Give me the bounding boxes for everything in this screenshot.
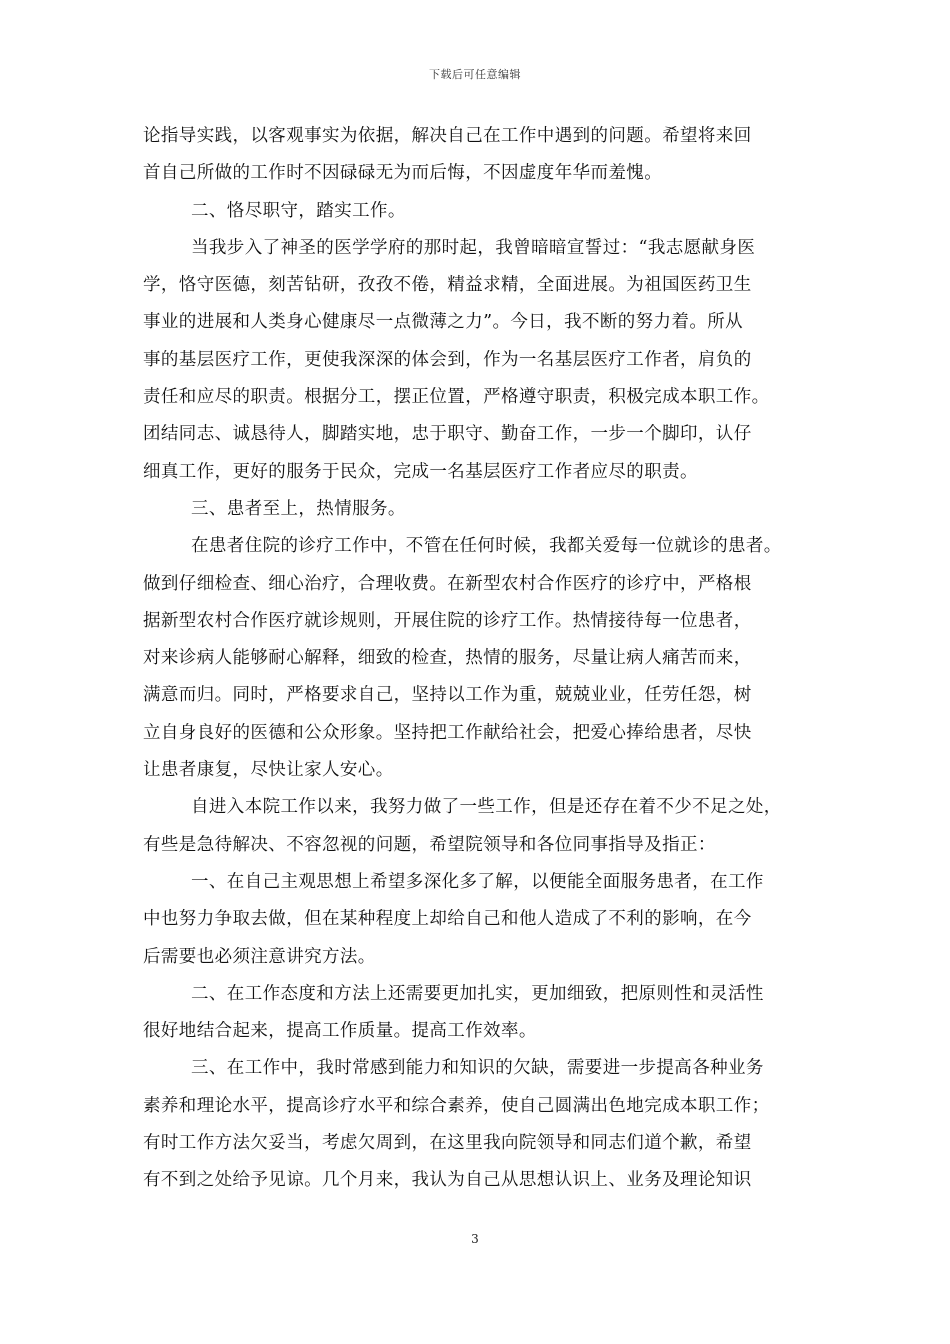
text-line: 细真工作，更好的服务于民众，完成一名基层医疗工作者应尽的职责。: [143, 461, 698, 482]
text-line: 立自身良好的医德和公众形象。坚持把工作献给社会，把爱心捧给患者，尽快: [143, 722, 752, 743]
text-line: 有些是急待解决、不容忽视的问题，希望院领导和各位同事指导及指正：: [143, 834, 716, 855]
document-body: [143, 118, 807, 1200]
text-line: 中也努力争取去做，但在某种程度上却给自己和他人造成了不利的影响，在今: [143, 909, 752, 930]
text-line: 后需要也必须注意讲究方法。: [143, 946, 376, 967]
text-line: 事的基层医疗工作，更使我深深的体会到，作为一名基层医疗工作者，肩负的: [143, 349, 752, 370]
text-line: 让患者康复，尽快让家人安心。: [143, 760, 394, 781]
text-line: 二、恪尽职守，踏实工作。: [191, 200, 406, 221]
text-line: 对来诊病人能够耐心解释，细致的检查，热情的服务，尽量让病人痛苦而来，: [143, 648, 752, 669]
text-line: 素养和理论水平，提高诊疗水平和综合素养，使自己圆满出色地完成本职工作；: [143, 1095, 770, 1116]
text-line: 满意而归。同时，严格要求自己，坚持以工作为重，兢兢业业，任劳任怨，树: [143, 685, 752, 706]
text-line: 很好地结合起来，提高工作质量。提高工作效率。: [143, 1021, 537, 1042]
text-line: 学，恪守医德，刻苦钻研，孜孜不倦，精益求精，全面进展。为祖国医药卫生: [143, 275, 752, 296]
text-line: 自进入本院工作以来，我努力做了一些工作，但是还存在着不少不足之处，: [191, 797, 782, 818]
text-line: 论指导实践，以客观事实为依据，解决自己在工作中遇到的问题。希望将来回: [143, 126, 752, 146]
text-line: 三、在工作中，我时常感到能力和知识的欠缺，需要进一步提高各种业务: [191, 1058, 764, 1079]
text-line: 当我步入了神圣的医学学府的那时起，我曾暗暗宣誓过：“我志愿献身医: [191, 237, 756, 258]
text-line: 有时工作方法欠妥当，考虑欠周到，在这里我向院领导和同志们道个歉，希望: [143, 1133, 752, 1154]
text-line: 二、在工作态度和方法上还需要更加扎实，更加细致，把原则性和灵活性: [191, 983, 764, 1004]
text-line: 首自己所做的工作时不因碌碌无为而后悔，不因虚度年华而羞愧。: [143, 163, 663, 184]
text-line: 事业的进展和人类身心健康尽一点微薄之力”。今日，我不断的努力着。所从: [143, 312, 744, 333]
text-line: 一、在自己主观思想上希望多深化多了解，以便能全面服务患者，在工作: [191, 871, 764, 892]
text-line: 做到仔细检查、细心治疗，合理收费。在新型农村合作医疗的诊疗中，严格根: [143, 573, 752, 594]
text-line: 在患者住院的诊疗工作中，不管在任何时候，我都关爱每一位就诊的患者。: [191, 536, 782, 557]
page-number: 3: [471, 1232, 479, 1246]
text-line: 有不到之处给予见谅。几个月来，我认为自己从思想认识上、业务及理论知识: [143, 1170, 752, 1191]
text-line: 团结同志、诚恳待人，脚踏实地，忠于职守、勤奋工作，一步一个脚印，认仔: [143, 424, 752, 445]
text-line: 三、患者至上，热情服务。: [191, 498, 406, 519]
page-header: 下载后可任意编辑: [429, 68, 521, 81]
text-line: 责任和应尽的职责。根据分工，摆正位置，严格遵守职责，积极完成本职工作。: [143, 387, 770, 408]
text-line: 据新型农村合作医疗就诊规则，开展住院的诊疗工作。热情接待每一位患者，: [143, 610, 752, 631]
